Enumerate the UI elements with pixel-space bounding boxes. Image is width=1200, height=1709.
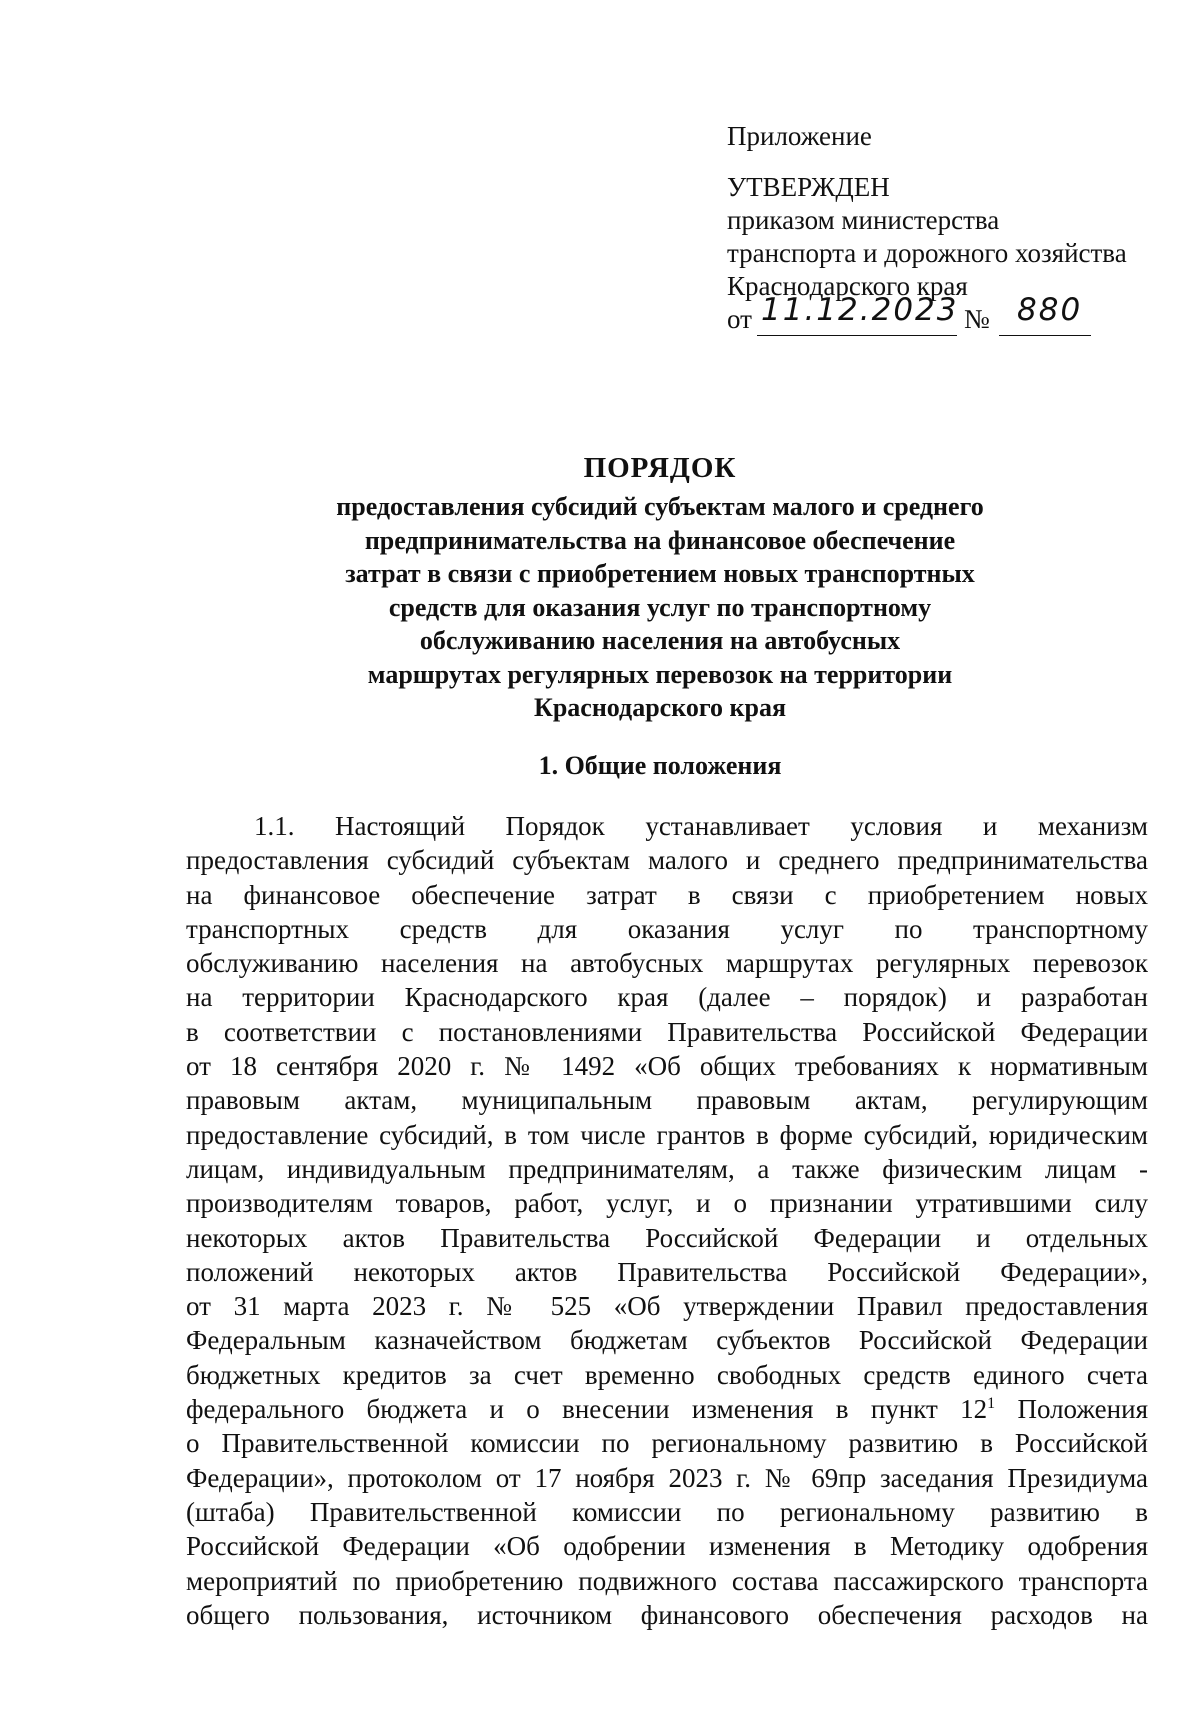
body-line: бюджетных кредитов за счет временно свободных средств единого счета <box>186 1359 1148 1390</box>
handwritten-number: 880 <box>1017 292 1083 328</box>
body-line-with-superscript <box>186 1392 1148 1426</box>
appendix-label: Приложение <box>727 121 872 151</box>
body-line: общего пользования, источником финансового обеспечения расходов на <box>186 1599 1148 1630</box>
number-prefix: № <box>964 304 990 334</box>
approved-label: УТВЕРЖДЕН <box>727 172 890 202</box>
body-line: Федеральным казначейством бюджетам субъектов Российской Федерации <box>186 1325 1148 1356</box>
section-heading: 1. Общие положения <box>538 751 782 780</box>
body-line: о Правительственной комиссии по региональному развитию в Российской <box>186 1428 1148 1459</box>
body-line: положений некоторых актов Правительства Российской Федерации», <box>186 1256 1148 1287</box>
body-line: Российской Федерации «Об одобрении изменения в Методику одобрения <box>186 1531 1148 1562</box>
number-underline <box>999 335 1091 336</box>
document-title: ПОРЯДОК <box>583 452 737 484</box>
subtitle-line: предпринимательства на финансовое обеспечение <box>364 525 956 555</box>
body-line: 1.1. Настоящий Порядок устанавливает условия и механизм <box>254 811 1148 841</box>
approval-line-2: транспорта и дорожного хозяйства <box>727 238 1127 268</box>
body-line: мероприятий по приобретению подвижного состава пассажирского транспорта <box>186 1565 1148 1596</box>
subtitle-line: Краснодарского края <box>533 693 787 722</box>
body-line: лицам, индивидуальным предпринимателям, а также физическим лицам - <box>186 1153 1148 1184</box>
date-number-line <box>727 292 1147 343</box>
body-line: некоторых актов Правительства Российской Федерации и отдельных <box>186 1222 1148 1253</box>
subtitle-line: предоставления субсидий субъектам малого и среднего <box>336 492 984 521</box>
document-title-block <box>180 450 1140 725</box>
subtitle-line: средств для оказания услуг по транспортному <box>388 592 932 622</box>
body-line: предоставления субсидий субъектам малого и среднего предпринимательства <box>186 845 1148 876</box>
approval-stamp-block <box>727 120 1147 343</box>
body-line-tail: Положения <box>995 1394 1148 1425</box>
date-underline <box>757 335 957 336</box>
body-line: на финансовое обеспечение затрат в связи с приобретением новых <box>186 879 1148 910</box>
body-paragraph <box>186 809 1148 1632</box>
subtitle-line: затрат в связи с приобретением новых транспортных <box>345 559 975 588</box>
body-line: (штаба) Правительственной комиссии по региональному развитию в <box>186 1496 1148 1527</box>
body-line: от 31 марта 2023 г. № 525 «Об утверждении Правил предоставления <box>186 1291 1148 1322</box>
body-line: обслуживанию населения на автобусных маршрутах регулярных перевозок <box>186 948 1148 979</box>
subtitle-line: обслуживанию населения на автобусных <box>419 626 901 655</box>
handwritten-date: 11.12.2023 <box>761 292 959 328</box>
superscript: 1 <box>987 1395 996 1413</box>
body-line: транспортных средств для оказания услуг по транспортному <box>186 913 1148 944</box>
body-line: на территории Краснодарского края (далее – порядок) и разработан <box>186 982 1148 1013</box>
subtitle-line: маршрутах регулярных перевозок на территории <box>367 659 953 689</box>
body-line: предоставление субсидий, в том числе грантов в форме субсидий, юридическим <box>186 1119 1148 1150</box>
body-line: Федерации», протоколом от 17 ноября 2023 г. № 69пр заседания Президиума <box>186 1462 1148 1493</box>
approval-line-3: Краснодарского края <box>727 271 968 301</box>
body-line: производителям товаров, работ, услуг, и о признании утратившими силу <box>186 1188 1148 1219</box>
body-line: от 18 сентября 2020 г. № 1492 «Об общих требованиях к нормативным <box>186 1051 1148 1082</box>
date-prefix: от <box>727 304 752 334</box>
body-line-main: федерального бюджета и о внесении изменения в пункт 12 <box>186 1394 988 1425</box>
body-line: правовым актам, муниципальным правовым актам, регулирующим <box>186 1085 1148 1116</box>
approval-line-1: приказом министерства <box>727 205 1000 235</box>
body-line: в соответствии с постановлениями Правительства Российской Федерации <box>186 1016 1148 1047</box>
